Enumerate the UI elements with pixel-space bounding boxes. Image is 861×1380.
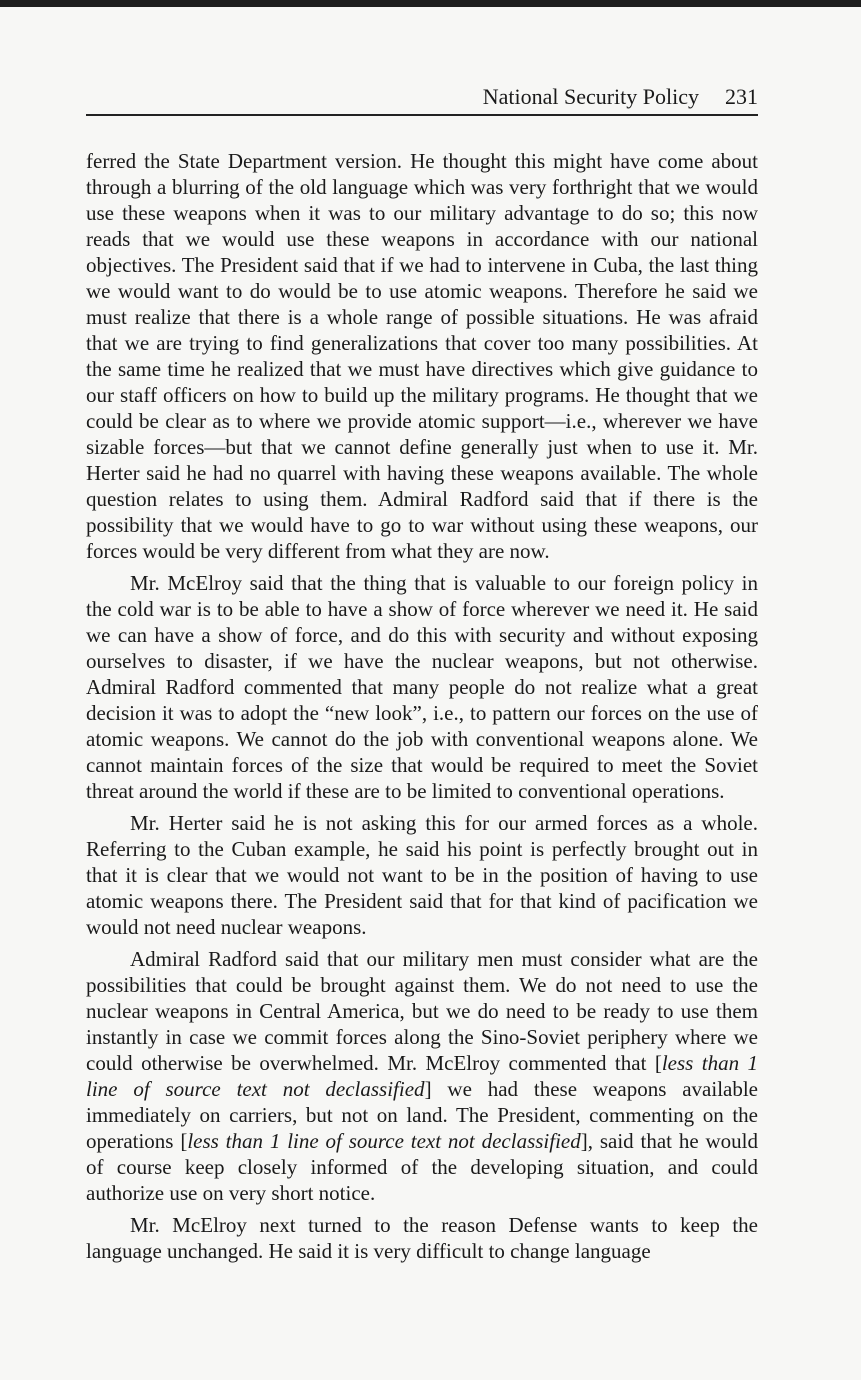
redaction-note: less than 1 line of source text not declassified <box>86 1051 758 1101</box>
text-run: ], said that he would of course keep closely informed of the developing situation, and could authorize use on very short notice. <box>86 1129 758 1205</box>
running-header <box>86 84 758 116</box>
text-run: Mr. McElroy said that the thing that is valuable to our foreign policy in the cold war is to be able to have a show of force wherever we need it. He said we can have a show of force, and do this with security and without exposing ourselves to disaster, if we have the nuclear weapons, but not otherwise. Admiral Radford commented that many people do not realize what a great decision it was to adopt the “new look”, i.e., to pattern our forces on the use of atomic weapons. We cannot do the job with conventional weapons alone. We cannot maintain forces of the size that would be required to meet the Soviet threat around the world if these are to be limited to conventional operations. <box>86 571 758 803</box>
paragraph <box>86 1212 758 1264</box>
text-run: Mr. McElroy next turned to the reason Defense wants to keep the language unchanged. He said it is very difficult to change language <box>86 1213 758 1263</box>
text-run: Admiral Radford said that our military men must consider what are the possibilities that could be brought against them. We do not need to use the nuclear weapons in Central America, but we do need to be ready to use them instantly in case we commit forces along the Sino-Soviet periphery where we could otherwise be overwhelmed. Mr. McElroy commented that [ <box>86 947 758 1075</box>
page-top-edge <box>0 0 861 7</box>
paragraph <box>86 148 758 564</box>
redaction-note: less than 1 line of source text not declassified <box>187 1129 581 1153</box>
text-run: ferred the State Department version. He thought this might have come about through a blurring of the old language which was very forthright that we would use these weapons when it was to our military advantage to do so; this now reads that we would use these weapons in accordance with our national objectives. The President said that if we had to intervene in Cuba, the last thing we would want to do would be to use atomic weapons. Therefore he said we must realize that there is a whole range of possible situations. He was afraid that we are trying to find generalizations that cover too many possibilities. At the same time he realized that we must have directives which give guidance to our staff officers on how to build up the military programs. He thought that we could be clear as to where we provide atomic support—i.e., wherever we have sizable forces—but that we cannot define generally just when to use it. Mr. Herter said he had no quarrel with having these weapons available. The whole question relates to using them. Admiral Radford said that if there is the possibility that we would have to go to war without using these weapons, our forces would be very different from what they are now. <box>86 149 758 563</box>
text-run: ] we had these weapons available immediately on carriers, but not on land. The President, commenting on the operations [ <box>86 1077 759 1153</box>
paragraph <box>86 570 758 804</box>
paragraph <box>86 810 758 940</box>
page-number: 231 <box>725 84 758 109</box>
section-title: National Security Policy <box>482 84 699 109</box>
body-text <box>86 148 758 1264</box>
text-run: Mr. Herter said he is not asking this for our armed forces as a whole. Referring to the Cuban example, he said his point is perfectly brought out in that it is clear that we would not want to be in the position of having to use atomic weapons there. The President said that for that kind of pacification we would not need nuclear weapons. <box>86 811 758 939</box>
paragraph <box>86 946 758 1206</box>
